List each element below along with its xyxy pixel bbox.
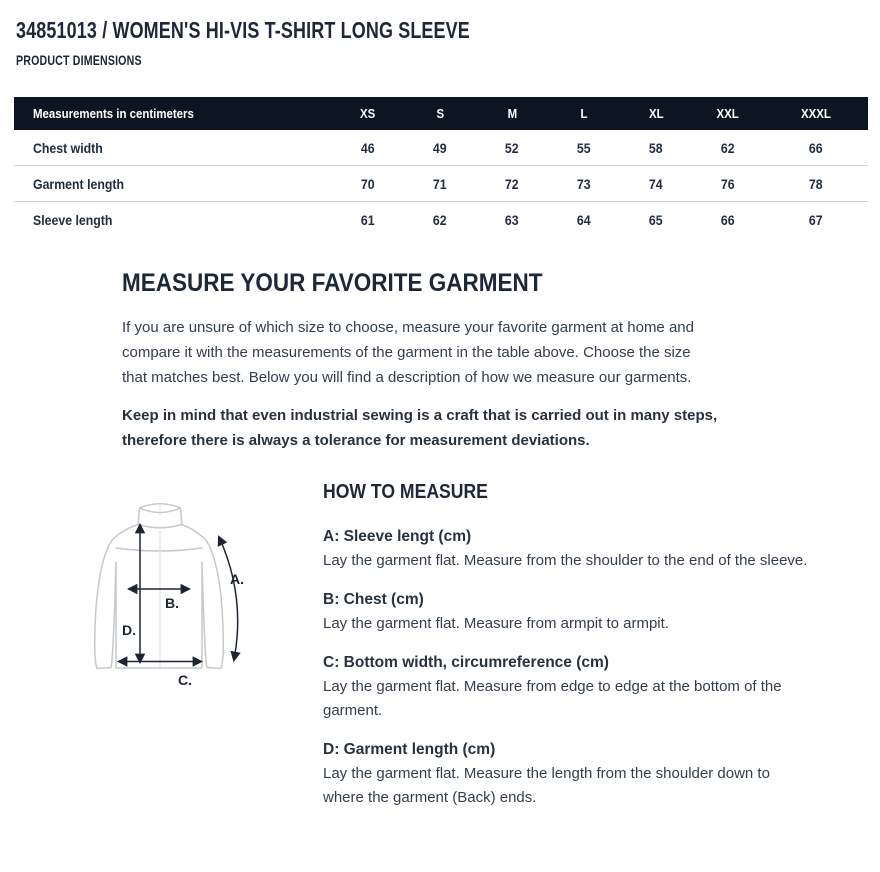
table-row-garment-length xyxy=(14,166,868,202)
how-to-measure-section xyxy=(323,481,879,825)
measure-item-a-description: Lay the garment flat. Measure from the shoulder to the end of the sleeve. xyxy=(323,552,808,569)
section-subtitle-text: PRODUCT DIMENSIONS xyxy=(16,52,142,68)
table-cell: 76 xyxy=(692,166,764,202)
measure-item-b-label: B: Chest (cm) xyxy=(323,591,424,608)
table-cell: 71 xyxy=(404,166,476,202)
how-to-measure-heading: HOW TO MEASURE xyxy=(323,481,488,503)
diagram-label-b: B. xyxy=(165,595,179,611)
measure-section-heading: MEASURE YOUR FAVORITE GARMENT xyxy=(122,269,543,297)
measure-item-d xyxy=(323,738,879,810)
diagram-label-a: A. xyxy=(230,571,244,587)
page-title-text: 34851013 / WOMEN'S HI-VIS T-SHIRT LONG SLEEVE xyxy=(16,17,470,43)
table-cell: 66 xyxy=(692,202,764,238)
header-size-m: M xyxy=(476,97,548,130)
measure-section-paragraph: If you are unsure of which size to choose, measure your favorite garment at home and compare it with the measurements of the garment in the table above. Choose the size that matches best. Below you will find a description of how we measure our garments. xyxy=(122,319,694,386)
header-size-xxl: XXL xyxy=(692,97,764,130)
measure-item-a xyxy=(323,525,879,573)
table-cell: 61 xyxy=(332,202,404,238)
table-cell: 58 xyxy=(620,130,692,166)
diagram-label-d: D. xyxy=(122,622,136,638)
measure-item-d-description: Lay the garment flat. Measure the length from the shoulder down to where the garment (Back) ends. xyxy=(323,765,770,806)
table-cell: 67 xyxy=(764,202,868,238)
table-cell: 62 xyxy=(404,202,476,238)
table-cell: 62 xyxy=(692,130,764,166)
garment-measurement-diagram xyxy=(58,496,308,711)
table-cell: 46 xyxy=(332,130,404,166)
table-cell: 64 xyxy=(548,202,620,238)
header-size-xs: XS xyxy=(332,97,404,130)
section-subtitle xyxy=(16,52,181,68)
table-row-sleeve-length xyxy=(14,202,868,238)
diagram-label-c: C. xyxy=(178,672,192,688)
measure-item-a-label: A: Sleeve lengt (cm) xyxy=(323,528,472,545)
measure-item-c xyxy=(323,651,879,723)
header-measurements: Measurements in centimeters xyxy=(14,97,332,130)
table-cell: 78 xyxy=(764,166,868,202)
table-cell: 73 xyxy=(548,166,620,202)
table-cell: 72 xyxy=(476,166,548,202)
table-cell: 52 xyxy=(476,130,548,166)
table-cell: 70 xyxy=(332,166,404,202)
measure-item-d-label: D: Garment length (cm) xyxy=(323,741,496,758)
garment-outline xyxy=(95,504,224,669)
page-title xyxy=(16,17,598,44)
yoke-seam xyxy=(116,548,202,551)
measure-your-garment-section xyxy=(122,270,812,453)
table-cell: 65 xyxy=(620,202,692,238)
row-label-chest-width: Chest width xyxy=(14,130,332,166)
measure-item-c-description: Lay the garment flat. Measure from edge to edge at the bottom of the garment. xyxy=(323,678,782,719)
table-cell: 63 xyxy=(476,202,548,238)
measure-item-b xyxy=(323,588,879,636)
measure-item-c-label: C: Bottom width, circumreference (cm) xyxy=(323,654,609,671)
table-cell: 74 xyxy=(620,166,692,202)
measure-section-note: Keep in mind that even industrial sewing is a craft that is carried out in many steps, therefore there is always a tolerance for measurement deviations. xyxy=(122,407,718,449)
header-size-s: S xyxy=(404,97,476,130)
table-cell: 49 xyxy=(404,130,476,166)
table-cell: 55 xyxy=(548,130,620,166)
measure-item-b-description: Lay the garment flat. Measure from armpit to armpit. xyxy=(323,615,669,632)
row-label-sleeve-length: Sleeve length xyxy=(14,202,332,238)
row-label-garment-length: Garment length xyxy=(14,166,332,202)
table-cell: 66 xyxy=(764,130,868,166)
garment-diagram-svg xyxy=(58,496,308,711)
size-table xyxy=(14,97,868,237)
header-size-xxxl: XXXL xyxy=(764,97,868,130)
header-size-l: L xyxy=(548,97,620,130)
table-row-chest-width xyxy=(14,130,868,166)
size-table-header-row xyxy=(14,97,868,130)
header-size-xl: XL xyxy=(620,97,692,130)
